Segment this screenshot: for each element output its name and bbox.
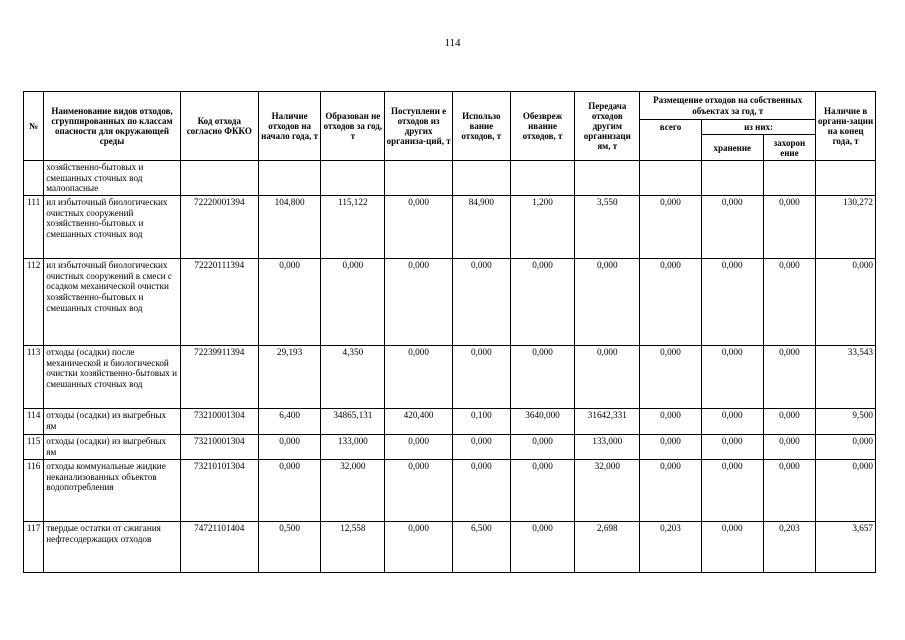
table-row — [24, 259, 876, 346]
used-amount: 0,100 — [452, 409, 510, 435]
placement-total: 0,000 — [640, 346, 702, 409]
neutralized-amount: 3640,000 — [510, 409, 575, 435]
burial-amount: 0,000 — [763, 460, 816, 522]
start-amount: 0,000 — [258, 435, 321, 460]
transferred-amount: 32,000 — [575, 460, 640, 522]
row-num: 113 — [24, 346, 44, 409]
used-amount: 0,000 — [452, 346, 510, 409]
row-num: 117 — [24, 522, 44, 573]
placement-total: 0,000 — [640, 196, 702, 259]
header-of-them: из них: — [701, 120, 815, 135]
used-amount: 0,000 — [452, 259, 510, 346]
neutralized-amount: 0,000 — [510, 460, 575, 522]
header-start: Наличие отходов на начало года, т — [258, 92, 321, 161]
header-used: Использо вание отходов, т — [452, 92, 510, 161]
row-num: 116 — [24, 460, 44, 522]
header-total: всего — [640, 120, 702, 161]
waste-name: ил избыточный биологических очистных сооружений хозяйственно-бытовых и смешанных сточных вод — [44, 196, 181, 259]
table-row — [24, 522, 876, 573]
placement-total: 0,000 — [640, 409, 702, 435]
waste-name: отходы (осадки) из выгребных ям — [44, 435, 181, 460]
received-amount: 420,400 — [385, 409, 453, 435]
start-amount: 0,000 — [258, 460, 321, 522]
storage-amount: 0,000 — [701, 522, 763, 573]
table-row — [24, 346, 876, 409]
used-amount: 6,500 — [452, 522, 510, 573]
waste-name: ил избыточный биологических очистных сооружений в смеси с осадком механической очистки хозяйственно-бытовых и смешанных сточных вод — [44, 259, 181, 346]
end-amount: 0,000 — [816, 460, 876, 522]
burial-amount: 0,000 — [763, 409, 816, 435]
waste-name: отходы (осадки) из выгребных ям — [44, 409, 181, 435]
storage-amount: 0,000 — [701, 346, 763, 409]
storage-amount: 0,000 — [701, 259, 763, 346]
received-amount: 0,000 — [385, 522, 453, 573]
fkko-code: 72220001394 — [180, 196, 258, 259]
transferred-amount: 2,698 — [575, 522, 640, 573]
transferred-amount: 133,000 — [575, 435, 640, 460]
header-received: Поступлени е отходов из других организа-ций, т — [385, 92, 453, 161]
fkko-code: 72239911394 — [180, 346, 258, 409]
row-num: 112 — [24, 259, 44, 346]
formed-amount: 133,000 — [321, 435, 385, 460]
header-neutralized: Обезвреж ивание отходов, т — [510, 92, 575, 161]
used-amount: 0,000 — [452, 435, 510, 460]
burial-amount: 0,000 — [763, 196, 816, 259]
header-name: Наименование видов отходов, сгруппированных по классам опасности для окружающей среды — [44, 92, 181, 161]
received-amount: 0,000 — [385, 196, 453, 259]
received-amount: 0,000 — [385, 460, 453, 522]
storage-amount: 0,000 — [701, 460, 763, 522]
end-amount: 130,272 — [816, 196, 876, 259]
neutralized-amount: 0,000 — [510, 435, 575, 460]
formed-amount: 0,000 — [321, 259, 385, 346]
formed-amount: 4,350 — [321, 346, 385, 409]
end-amount: 0,000 — [816, 435, 876, 460]
neutralized-amount: 0,000 — [510, 259, 575, 346]
burial-amount: 0,000 — [763, 435, 816, 460]
table-row — [24, 409, 876, 435]
transferred-amount: 0,000 — [575, 346, 640, 409]
fkko-code: 73210001304 — [180, 409, 258, 435]
header-formed: Образован не отходов за год, т — [321, 92, 385, 161]
used-amount: 0,000 — [452, 460, 510, 522]
burial-amount: 0,000 — [763, 259, 816, 346]
header-placement: Размещение отходов на собственных объектах за год, т — [640, 92, 816, 120]
waste-name: твердые остатки от сжигания нефтесодержащих отходов — [44, 522, 181, 573]
storage-amount: 0,000 — [701, 409, 763, 435]
transferred-amount: 0,000 — [575, 259, 640, 346]
table-row — [24, 196, 876, 259]
burial-amount: 0,203 — [763, 522, 816, 573]
received-amount: 0,000 — [385, 346, 453, 409]
row-num: 111 — [24, 196, 44, 259]
waste-table — [23, 91, 876, 573]
row-num: 115 — [24, 435, 44, 460]
row-num: 114 — [24, 409, 44, 435]
table-row — [24, 435, 876, 460]
waste-name: отходы коммунальные жидкие неканализованных объектов водопотребления — [44, 460, 181, 522]
placement-total: 0,000 — [640, 259, 702, 346]
neutralized-amount: 1,200 — [510, 196, 575, 259]
placement-total: 0,000 — [640, 435, 702, 460]
table-row — [24, 460, 876, 522]
formed-amount: 115,122 — [321, 196, 385, 259]
start-amount: 6,400 — [258, 409, 321, 435]
start-amount: 104,800 — [258, 196, 321, 259]
neutralized-amount: 0,000 — [510, 346, 575, 409]
waste-name: отходы (осадки) после механической и биологической очистки хозяйственно-бытовых и смешанных сточных вод — [44, 346, 181, 409]
end-amount: 0,000 — [816, 259, 876, 346]
formed-amount: 34865,131 — [321, 409, 385, 435]
storage-amount: 0,000 — [701, 196, 763, 259]
received-amount: 0,000 — [385, 435, 453, 460]
continuation-name: хозяйственно-бытовых и смешанных сточных вод малоопасные — [44, 161, 181, 196]
page-number: 114 — [444, 37, 461, 49]
end-amount: 3,657 — [816, 522, 876, 573]
formed-amount: 12,558 — [321, 522, 385, 573]
header-num: № — [24, 92, 44, 161]
start-amount: 29,193 — [258, 346, 321, 409]
burial-amount: 0,000 — [763, 346, 816, 409]
start-amount: 0,500 — [258, 522, 321, 573]
header-transferred: Передача отходов другим организаци ям, т — [575, 92, 640, 161]
storage-amount: 0,000 — [701, 435, 763, 460]
start-amount: 0,000 — [258, 259, 321, 346]
header-end: Наличие в органи-зации на конец года, т — [816, 92, 876, 161]
transferred-amount: 31642,331 — [575, 409, 640, 435]
header-code: Код отхода согласно ФККО — [180, 92, 258, 161]
placement-total: 0,203 — [640, 522, 702, 573]
neutralized-amount: 0,000 — [510, 522, 575, 573]
used-amount: 84,900 — [452, 196, 510, 259]
fkko-code: 72220111394 — [180, 259, 258, 346]
fkko-code: 73210001304 — [180, 435, 258, 460]
formed-amount: 32,000 — [321, 460, 385, 522]
placement-total: 0,000 — [640, 460, 702, 522]
received-amount: 0,000 — [385, 259, 453, 346]
fkko-code: 73210101304 — [180, 460, 258, 522]
header-burial: захорон ение — [763, 135, 816, 161]
end-amount: 33,543 — [816, 346, 876, 409]
header-storage: хранение — [701, 135, 763, 161]
transferred-amount: 3,550 — [575, 196, 640, 259]
end-amount: 9,500 — [816, 409, 876, 435]
table-row-continuation — [24, 161, 876, 196]
fkko-code: 74721101404 — [180, 522, 258, 573]
